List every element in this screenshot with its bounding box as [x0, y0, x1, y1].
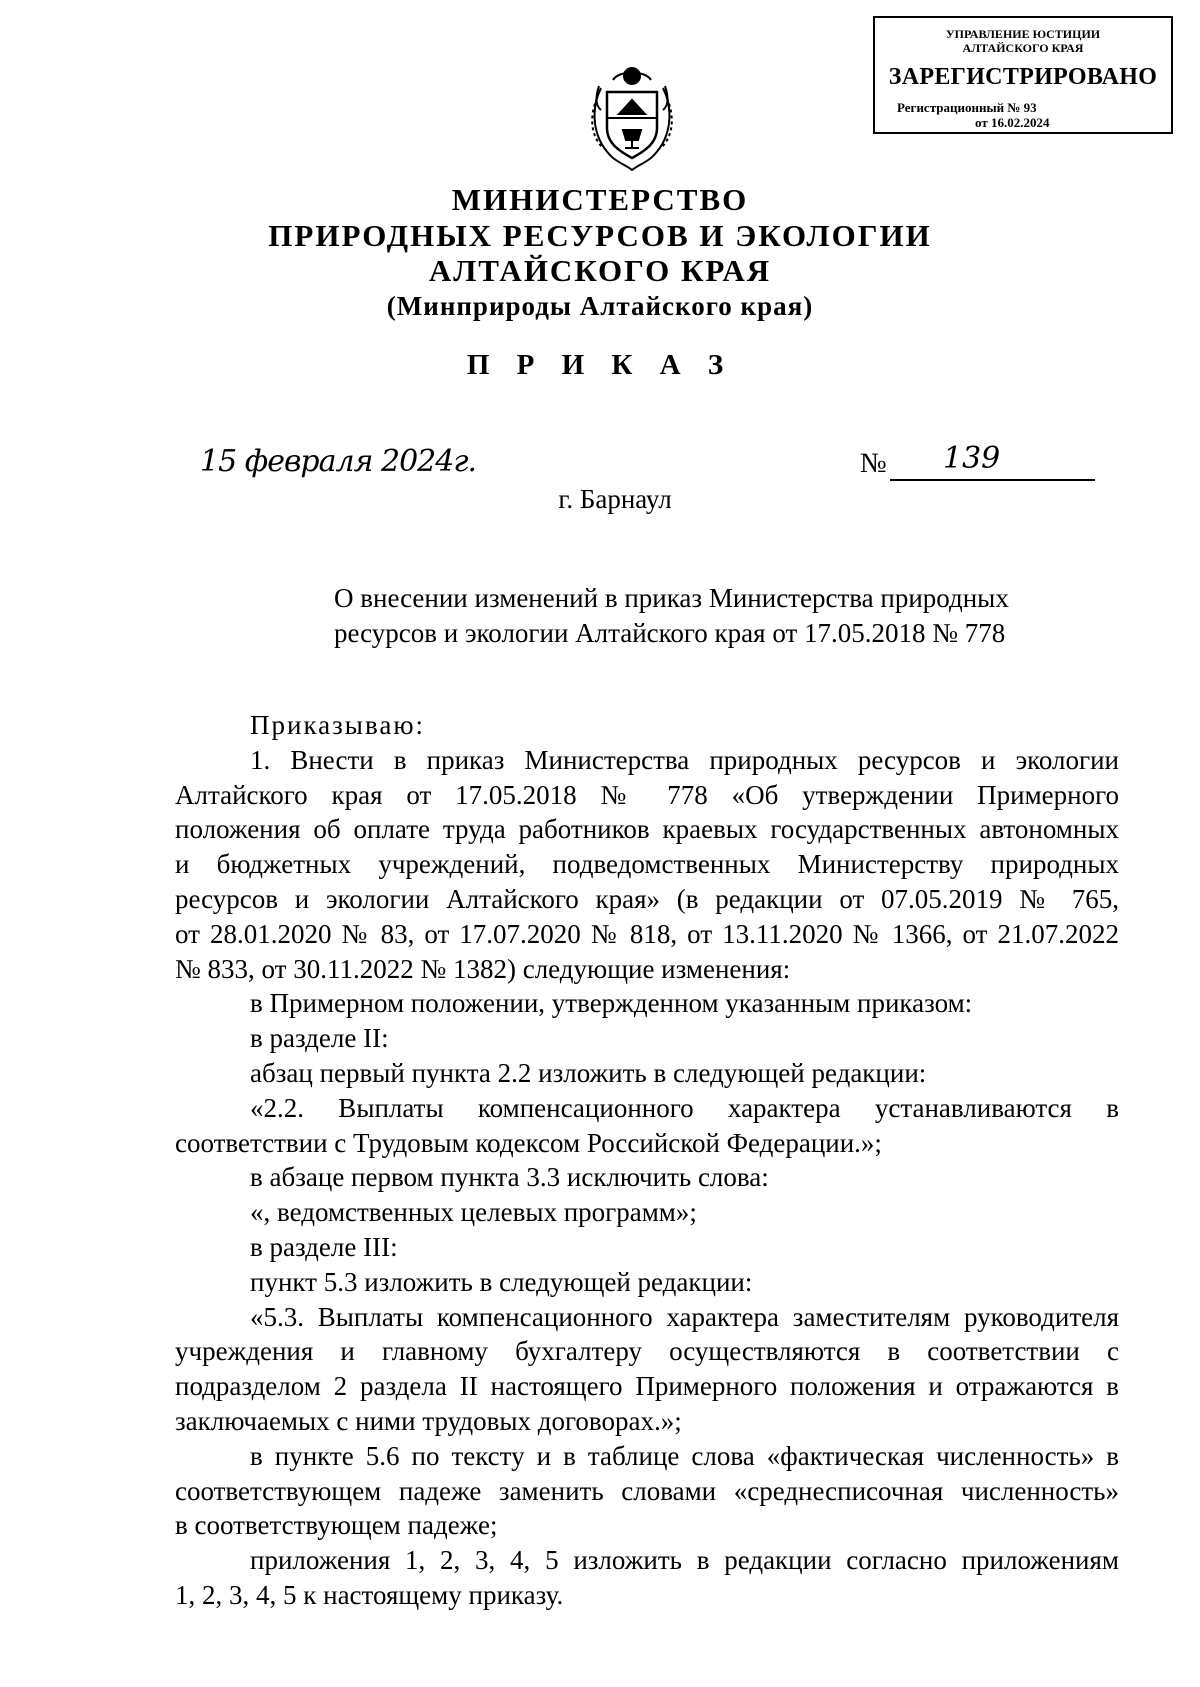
stamp-authority-line2: АЛТАЙСКОГО КРАЯ	[962, 41, 1084, 55]
body-line: в разделе II:	[250, 1023, 389, 1054]
body-line: подразделом 2 раздела II настоящего Примерного положения и отражаются в	[175, 1371, 1119, 1402]
stamp-authority-line1: УПРАВЛЕНИЕ ЮСТИЦИИ	[945, 27, 1101, 41]
body-line: в пункте 5.6 по тексту и в таблице слова «фактическая численность» в	[250, 1440, 1119, 1471]
body-line: № 833, от 30.11.2022 № 1382) следующие изменения:	[175, 953, 791, 984]
body-line: от 28.01.2020 № 83, от 17.07.2020 № 818, от 13.11.2020 № 1366, от 21.07.2022	[175, 918, 1119, 949]
document-subject	[334, 581, 1009, 651]
body-line: соответствующем падеже заменить словами «среднесписочная численность»	[175, 1475, 1119, 1506]
number-label: №	[860, 448, 887, 479]
body-line: в абзаце первом пункта 3.3 исключить слова:	[250, 1162, 769, 1193]
document-body	[175, 708, 1119, 1613]
number-underline	[890, 479, 1095, 481]
ministry-short-name: (Минприроды Алтайского края)	[386, 291, 814, 321]
body-line: абзац первый пункта 2.2 изложить в следующей редакции:	[250, 1057, 927, 1088]
coat-of-arms-icon	[583, 58, 681, 176]
body-line: «, ведомственных целевых программ»;	[250, 1197, 697, 1228]
stamp-title: ЗАРЕГИСТРИРОВАНО	[888, 64, 1158, 90]
subject-line: О внесении изменений в приказ Министерства природных	[334, 583, 1009, 613]
body-line: заключаемых с ними трудовых договорах.»;	[175, 1405, 682, 1436]
subject-line: ресурсов и экологии Алтайского края от 17.05.2018 № 778	[334, 618, 1006, 648]
body-line: Алтайского края от 17.05.2018 № 778 «Об утверждении Примерного	[175, 779, 1119, 810]
ministry-title-line1: МИНИСТЕРСТВО	[451, 182, 749, 217]
body-line: приложения 1, 2, 3, 4, 5 изложить в редакции согласно приложениям	[250, 1545, 1119, 1576]
body-line: «5.3. Выплаты компенсационного характера заместителям руководителя	[250, 1301, 1119, 1332]
city-name: г. Барнаул	[558, 484, 672, 514]
body-line: в Примерном положении, утвержденном указанным приказом:	[250, 988, 973, 1019]
body-line: Приказываю:	[250, 710, 425, 740]
body-line: положения об оплате труда работников краевых государственных автономных	[175, 814, 1119, 845]
stamp-reg-number: Регистрационный № 93	[897, 100, 1037, 115]
body-line: соответствии с Трудовым кодексом Российской Федерации.»;	[175, 1127, 882, 1158]
stamp-reg-date: от 16.02.2024	[975, 115, 1050, 130]
body-line: учреждения и главному бухгалтеру осуществляются в соответствии с	[175, 1336, 1119, 1367]
body-line: 1. Внести в приказ Министерства природных ресурсов и экологии	[250, 744, 1119, 775]
body-line: 1, 2, 3, 4, 5 к настоящему приказу.	[175, 1579, 564, 1610]
body-line: пункт 5.3 изложить в следующей редакции:	[250, 1266, 753, 1297]
body-line: ресурсов и экологии Алтайского края» (в редакции от 07.05.2019 № 765,	[175, 883, 1119, 914]
handwritten-date: 15 февраля 2024г.	[200, 444, 477, 479]
body-line: и бюджетных учреждений, подведомственных Министерству природных	[175, 849, 1119, 880]
ministry-title-line2: ПРИРОДНЫХ РЕСУРСОВ И ЭКОЛОГИИ	[268, 218, 932, 253]
ministry-title-line3: АЛТАЙСКОГО КРАЯ	[428, 253, 772, 288]
body-line: «2.2. Выплаты компенсационного характера устанавливаются в	[250, 1092, 1119, 1123]
registration-stamp	[873, 16, 1173, 134]
document-type-title: П Р И К А З	[466, 349, 734, 381]
body-line: в разделе III:	[250, 1231, 398, 1262]
body-line: в соответствующем падеже;	[175, 1510, 498, 1541]
handwritten-number: 139	[943, 441, 1001, 476]
